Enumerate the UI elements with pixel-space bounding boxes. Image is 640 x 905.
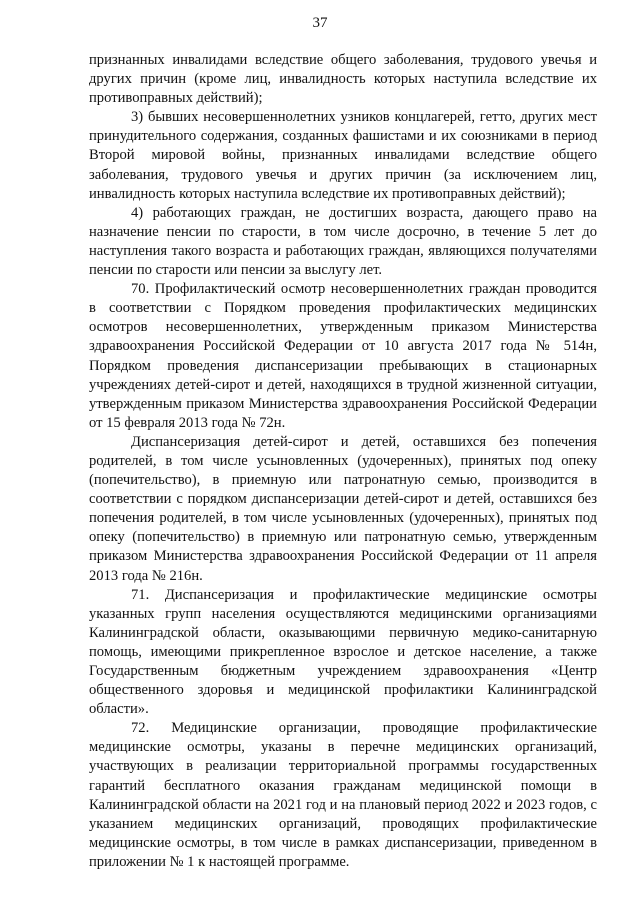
document-body [89,51,597,872]
paragraph-item-3: 3) бывших несовершеннолетних узников концлагерей, гетто, других мест принудительного содержания, созданных фашистами и их союзниками в период Второй мировой войны, признанных инвалидами вследствие общего заболевания, трудового увечья и других причин (за исключением лиц, инвалидность которых наступила вследствие их противоправных действий); [89,109,597,202]
paragraph-70: 70. Профилактический осмотр несовершеннолетних граждан проводится в соответствии с Порядком проведения профилактических медицинских осмотров несовершеннолетних, утвержденным приказом Министерства здравоохранения Российской Федерации от 10 августа 2017 года № 514н, Порядком проведения диспансеризации пребывающих в стационарных учреждениях детей-сирот и детей, находящихся в трудной жизненной ситуации, утвержденным приказом Министерства здравоохранения Российской Федерации от 15 февраля 2013 года № 72н. [89,281,597,431]
paragraph-continuation: признанных инвалидами вследствие общего заболевания, трудового увечья и других причин (кроме лиц, инвалидность которых наступила вследствие их противоправных действий); [89,52,597,107]
paragraph-72: 72. Медицинские организации, проводящие профилактические медицинские осмотры, указаны в перечне медицинских организаций, участвующих в реализации территориальной программы государственных гарантий бесплатного оказания гражданам медицинской помощи в Калининградской области на 2021 год и на плановый период 2022 и 2023 годов, с указанием медицинских организаций, проводящих профилактические медицинские осмотры, в том числе в рамках диспансеризации, приведенном в приложении № 1 к настоящей программе. [89,720,597,870]
paragraph-item-4: 4) работающих граждан, не достигших возраста, дающего право на назначение пенсии по старости, в том числе досрочно, в течение 5 лет до наступления такого возраста и работающих граждан, являющихся получателями пенсии по старости или пенсии за выслугу лет. [89,204,597,279]
page-number: 37 [312,15,328,31]
paragraph-orphan-dispensary: Диспансеризация детей-сирот и детей, оставшихся без попечения родителей, в том числе усыновленных (удочеренных), принятых под опеку (попечительство), в приемную или патронатную семью, производится в соответствии с порядком диспансеризации детей-сирот и детей, оставшихся без попечения родителей, в том числе усыновленных (удочеренных), принятых под опеку (попечительство) в приемную или патронатную семью, утвержденным приказом Министерства здравоохранения Российской Федерации от 11 апреля 2013 года № 216н. [89,433,597,584]
paragraph-71: 71. Диспансеризация и профилактические медицинские осмотры указанных групп населения осуществляются медицинскими организациями Калининградской области, оказывающими первичную медико-санитарную помощь, имеющими прикрепленное взрослое и детское население, а также Государственным бюджетным учреждением здравоохранения «Центр общественного здоровья и медицинской профилактики Калининградской области». [89,586,597,718]
